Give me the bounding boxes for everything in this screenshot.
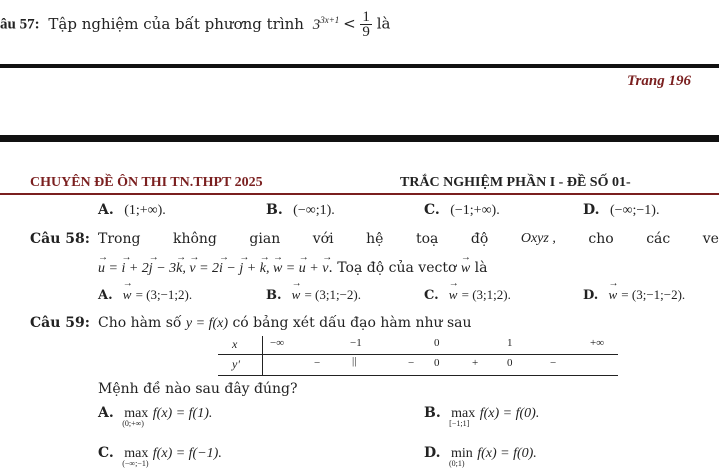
word: Trong bbox=[98, 231, 141, 247]
operator-name: max bbox=[124, 446, 149, 461]
q59-text: Cho hàm số bbox=[98, 315, 182, 331]
exp-power: 3x+1 bbox=[320, 14, 340, 25]
option-expr: f(x) = f(−1). bbox=[152, 446, 222, 461]
question-label: âu 57: bbox=[0, 16, 40, 33]
option-a bbox=[98, 202, 166, 219]
option-value: = (3;−1;−2). bbox=[621, 287, 686, 302]
q59-question: Mệnh đề nào sau đây đúng? bbox=[98, 381, 298, 397]
x-value: −∞ bbox=[270, 337, 285, 349]
word: Oxyz , bbox=[520, 231, 556, 246]
option-label: C. bbox=[424, 202, 440, 218]
operator-range: (−∞;−1) bbox=[122, 459, 149, 468]
exp-base: 3 bbox=[312, 16, 321, 33]
x-value: +∞ bbox=[590, 337, 605, 349]
sign: − bbox=[550, 357, 557, 369]
header-underline bbox=[0, 193, 719, 195]
option-label: A. bbox=[98, 288, 113, 303]
less-than: < bbox=[343, 14, 356, 33]
sign: − bbox=[314, 357, 321, 369]
operator-range: (0;+∞) bbox=[122, 419, 144, 428]
vector-w: → w bbox=[123, 287, 132, 303]
option-d bbox=[583, 202, 659, 219]
x-value: −1 bbox=[350, 337, 362, 349]
word: hệ bbox=[366, 231, 384, 247]
line2-end: là bbox=[474, 260, 488, 276]
option-value: (−∞;−1). bbox=[609, 203, 660, 218]
sign: − bbox=[408, 357, 415, 369]
operator-range: (0;1) bbox=[448, 459, 465, 468]
y-label: y' bbox=[232, 357, 240, 371]
fraction bbox=[360, 10, 372, 39]
operator bbox=[449, 405, 476, 428]
question-59-label: Câu 59: bbox=[30, 315, 90, 331]
vector-w: → w bbox=[608, 287, 617, 303]
option-label: C. bbox=[98, 445, 114, 461]
vector-w: → w bbox=[292, 287, 301, 303]
option-value: = (3;1;2). bbox=[461, 287, 511, 302]
q58-option-b bbox=[266, 287, 361, 303]
word: các bbox=[646, 231, 671, 247]
option-label: A. bbox=[98, 202, 114, 218]
page-footer: Trang 196 bbox=[626, 73, 691, 89]
option-expr: f(x) = f(0). bbox=[479, 406, 540, 421]
word: gian bbox=[249, 231, 281, 247]
page-header-bar bbox=[0, 135, 719, 142]
x-value: 0 bbox=[434, 337, 440, 349]
question-text: Tập nghiệm của bất phương trình bbox=[48, 14, 304, 33]
option-label: B. bbox=[266, 288, 282, 303]
question-58-label: Câu 58: bbox=[30, 231, 90, 247]
question-58-line1 bbox=[98, 231, 719, 247]
exponent-expression bbox=[312, 14, 343, 33]
option-c bbox=[424, 202, 500, 219]
operator bbox=[448, 445, 473, 468]
header-right: TRẮC NGHIỆM PHẦN I - ĐỀ SỐ 01- bbox=[400, 175, 631, 190]
word: ve bbox=[702, 231, 719, 247]
question-tail: là bbox=[376, 14, 391, 33]
option-expr: f(x) = f(1). bbox=[152, 406, 213, 421]
sign: + bbox=[472, 357, 479, 369]
operator-name: max bbox=[451, 406, 476, 421]
x-label: x bbox=[232, 337, 238, 351]
option-value: = (3;−1;2). bbox=[135, 287, 193, 302]
option-label: B. bbox=[266, 202, 283, 218]
word: với bbox=[312, 231, 334, 247]
q59-text2: có bảng xét dấu đạo hàm như sau bbox=[232, 315, 472, 331]
fraction-denominator: 9 bbox=[362, 24, 370, 40]
vector-w: → w bbox=[461, 261, 470, 277]
option-expr: f(x) = f(0). bbox=[477, 446, 537, 461]
option-value: = (3;1;−2). bbox=[304, 287, 362, 302]
sign: 0 bbox=[434, 357, 440, 369]
question-59-text bbox=[98, 315, 472, 332]
vector-definitions: → u = → i + 2→ j − 3→ k, → v = 2→ i − → j + → k, → w = → u + → v bbox=[98, 261, 328, 276]
word: độ bbox=[470, 231, 489, 247]
sign: 0 bbox=[507, 357, 513, 369]
question-57 bbox=[0, 10, 390, 39]
option-value: (1;+∞). bbox=[124, 203, 166, 218]
option-label: D. bbox=[583, 202, 600, 218]
option-label: A. bbox=[98, 405, 114, 421]
word: không bbox=[172, 231, 217, 247]
option-label: D. bbox=[583, 288, 599, 303]
vector-w: → w bbox=[449, 287, 458, 303]
q59-func: y = f(x) bbox=[185, 316, 228, 331]
page-divider bbox=[0, 64, 719, 68]
sign-table bbox=[218, 336, 618, 376]
header-left: CHUYÊN ĐỀ ÔN THI TN.THPT 2025 bbox=[30, 175, 263, 190]
word: toạ bbox=[415, 231, 439, 247]
word: cho bbox=[588, 231, 614, 247]
x-value: 1 bbox=[507, 337, 513, 349]
line2-tail: . Toạ độ của vectơ bbox=[328, 260, 457, 276]
question-58-line2 bbox=[98, 260, 487, 277]
q59-option-c bbox=[98, 445, 222, 468]
operator bbox=[122, 445, 149, 468]
q59-option-d bbox=[424, 445, 537, 468]
option-label: C. bbox=[424, 288, 439, 303]
option-label: B. bbox=[424, 405, 441, 421]
operator-name: max bbox=[124, 406, 149, 421]
operator-name: min bbox=[450, 446, 473, 461]
operator-range: [−1;1] bbox=[449, 419, 470, 428]
q58-option-c bbox=[424, 287, 511, 303]
option-label: D. bbox=[424, 445, 441, 461]
q59-option-a bbox=[98, 405, 213, 428]
fraction-numerator: 1 bbox=[362, 9, 370, 25]
operator bbox=[122, 405, 149, 428]
option-value: (−1;+∞). bbox=[450, 203, 500, 218]
option-value: (−∞;1). bbox=[293, 203, 335, 218]
option-b bbox=[266, 202, 335, 219]
sign: || bbox=[352, 355, 357, 367]
q58-option-a bbox=[98, 287, 192, 303]
q59-option-b bbox=[424, 405, 540, 428]
q58-option-d bbox=[583, 287, 685, 303]
